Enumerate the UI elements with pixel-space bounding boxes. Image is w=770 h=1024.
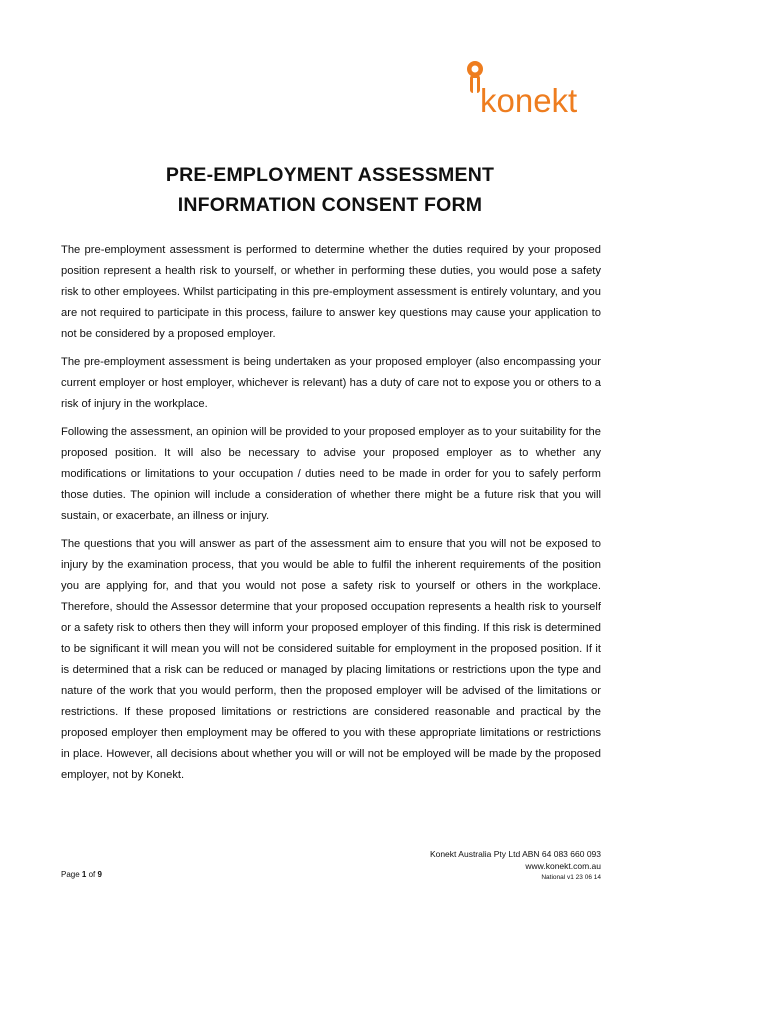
paragraph: The pre-employment assessment is performed to determine whether the duties required by your proposed position represent a health risk to yourself, or whether in performing these duties, you would pose a safety risk to other employees. Whilst participating in this pre-employment assessment is entirely voluntary, and you are not required to participate in this process, failure to answer key questions may cause your application to not be considered by a proposed employer. [61, 244, 601, 340]
title-line-1: PRE-EMPLOYMENT ASSESSMENT [165, 164, 495, 186]
version-line: National v1 23 06 14 [541, 874, 601, 881]
paragraph: Following the assessment, an opinion will be provided to your proposed employer as to your suitability for the proposed position. It will also be necessary to advise your proposed employer as to whether any modifications or limitations to your occupation / duties need to be made in order for you to safely perform those duties. The opinion will include a consideration of whether there might be a future risk that you will sustain, or exacerbate, an illness or injury. [61, 426, 601, 522]
document-body [61, 240, 601, 793]
page-of: of [88, 870, 96, 879]
logo-wordmark: konekt [480, 82, 578, 119]
page-number [61, 870, 102, 879]
title-line-2: INFORMATION CONSENT FORM [177, 194, 483, 216]
page-title [0, 160, 660, 220]
company-line: Konekt Australia Pty Ltd ABN 64 083 660 093 [429, 849, 601, 859]
page-current: 1 [81, 870, 87, 879]
footer-company-info [430, 848, 601, 884]
konekt-logo [458, 58, 608, 128]
page-label: Page [61, 870, 80, 879]
paragraph: The questions that you will answer as part of the assessment aim to ensure that you will not be exposed to injury by the examination process, that you would be able to fulfil the inherent requirements of the position you are applying for, and that you would not pose a safety risk to yourself or others in the workplace. Therefore, should the Assessor determine that your proposed occupation represents a health risk to yourself or a safety risk to others then they will inform your proposed employer of this finding. If this risk is determined to be significant it will mean you will not be considered suitable for employment in the proposed position. If it is determined that a risk can be reduced or managed by placing limitations or restrictions upon the type and nature of the work that you would perform, then the proposed employer will be advised of the limitations or restrictions. If these proposed limitations or restrictions are considered reasonable and practical by the proposed employer then employment may be offered to you with these appropriate limitations or restrictions in place. However, all decisions about whether you will or will not be employed will be made by the proposed employer, not by Konekt. [61, 538, 601, 781]
page-total: 9 [97, 870, 102, 879]
paragraph: The pre-employment assessment is being undertaken as your proposed employer (also encompassing your current employer or host employer, whichever is relevant) has a duty of care not to expose you or others to a risk of injury in the workplace. [61, 356, 601, 410]
website-line: www.konekt.com.au [525, 861, 601, 871]
